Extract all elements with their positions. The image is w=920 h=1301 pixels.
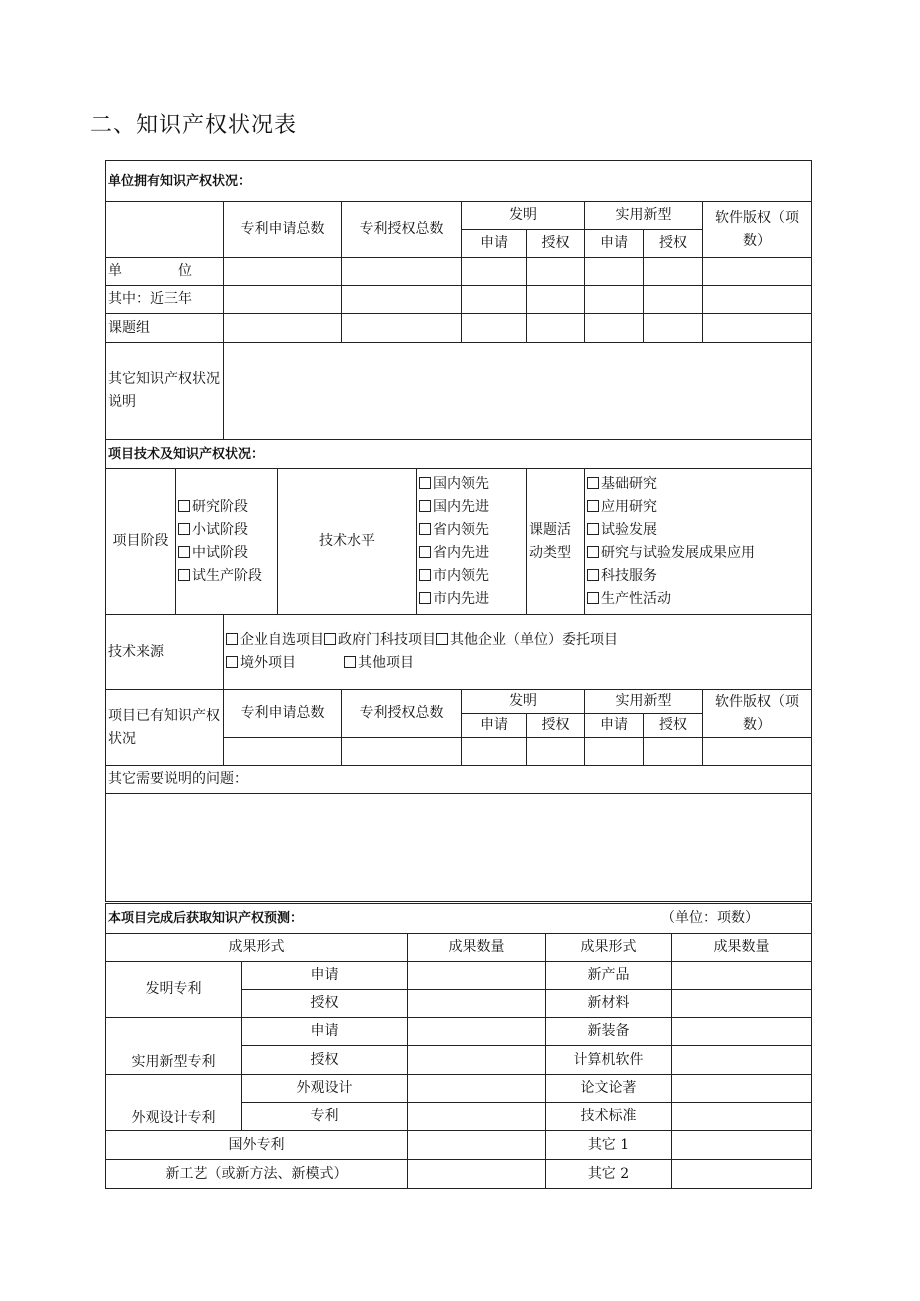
checkbox-icon[interactable]	[587, 546, 599, 558]
input-cell[interactable]	[703, 738, 812, 766]
source-option[interactable]: 政府门科技项目	[324, 632, 436, 648]
input-cell[interactable]	[703, 258, 812, 286]
count-input[interactable]	[672, 1046, 812, 1075]
activity-option[interactable]: 基础研究	[587, 473, 809, 496]
tech-level-option[interactable]: 市内领先	[419, 565, 524, 588]
existing-ip-label: 项目已有知识产权状况	[106, 690, 224, 766]
invention-patent-label: 发明专利	[106, 962, 242, 1018]
count-input[interactable]	[408, 1131, 546, 1160]
count-input[interactable]	[672, 1160, 812, 1189]
checkbox-icon[interactable]	[419, 500, 431, 512]
count-input[interactable]	[408, 1103, 546, 1131]
utility-patent-label: 实用新型专利	[106, 1018, 242, 1075]
checkbox-icon[interactable]	[587, 592, 599, 604]
header-software: 软件版权（项数）	[703, 690, 812, 738]
source-option[interactable]: 其他项目	[344, 655, 414, 671]
tech-level-option[interactable]: 国内领先	[419, 473, 524, 496]
result-form-label: 论文论著	[546, 1075, 672, 1103]
input-cell[interactable]	[342, 258, 462, 286]
source-option[interactable]: 其他企业（单位）委托项目	[436, 632, 618, 648]
design-patent-label: 外观设计专利	[106, 1075, 242, 1131]
header-patent-grant-total: 专利授权总数	[342, 690, 462, 738]
checkbox-icon[interactable]	[419, 546, 431, 558]
checkbox-icon[interactable]	[587, 477, 599, 489]
header-utility: 实用新型	[585, 690, 703, 714]
source-option[interactable]: 境外项目	[226, 652, 344, 675]
header-invention-apply: 申请	[462, 230, 527, 258]
header-result-form: 成果形式	[106, 934, 408, 962]
header-blank	[106, 202, 224, 258]
input-cell[interactable]	[342, 314, 462, 343]
input-cell[interactable]	[585, 258, 644, 286]
checkbox-icon[interactable]	[587, 523, 599, 535]
tech-level-label: 技术水平	[278, 469, 417, 615]
unit-ip-heading: 单位拥有知识产权状况：	[106, 161, 812, 202]
header-invention: 发明	[462, 202, 585, 230]
activity-option[interactable]: 研究与试验发展成果应用	[587, 542, 809, 565]
input-cell[interactable]	[224, 314, 342, 343]
other-issues-label: 其它需要说明的问题：	[106, 766, 812, 794]
forecast-table	[105, 903, 812, 1189]
count-input[interactable]	[672, 1103, 812, 1131]
grant-label: 授权	[242, 1046, 408, 1075]
foreign-patent-label: 国外专利	[106, 1131, 408, 1160]
tech-source-label: 技术来源	[106, 615, 224, 690]
checkbox-icon[interactable]	[587, 500, 599, 512]
new-process-label: 新工艺（或新方法、新模式）	[106, 1160, 408, 1189]
checkbox-icon[interactable]	[344, 656, 356, 668]
header-result-form: 成果形式	[546, 934, 672, 962]
ip-status-table	[105, 160, 812, 902]
input-cell[interactable]	[527, 738, 585, 766]
input-cell[interactable]	[703, 314, 812, 343]
checkbox-icon[interactable]	[226, 656, 238, 668]
activity-option[interactable]: 科技服务	[587, 565, 809, 588]
input-cell[interactable]	[462, 286, 527, 314]
count-input[interactable]	[672, 1018, 812, 1046]
input-cell[interactable]	[644, 286, 703, 314]
checkbox-icon[interactable]	[178, 569, 190, 581]
header-utility-grant: 授权	[644, 714, 703, 738]
header-patent-apply-total: 专利申请总数	[224, 690, 342, 738]
header-result-count: 成果数量	[672, 934, 812, 962]
other-ip-status-label: 其它知识产权状况说明	[106, 343, 224, 440]
result-form-label: 新产品	[546, 962, 672, 990]
checkbox-icon[interactable]	[324, 633, 336, 645]
other-ip-status-input[interactable]	[224, 343, 812, 440]
result-form-label: 计算机软件	[546, 1046, 672, 1075]
header-result-count: 成果数量	[408, 934, 546, 962]
forecast-heading: 本项目完成后获取知识产权预测：	[108, 911, 304, 926]
tech-level-option[interactable]: 市内先进	[419, 588, 524, 611]
header-invention-apply: 申请	[462, 714, 527, 738]
result-form-label: 其它 1	[546, 1131, 672, 1160]
input-cell[interactable]	[224, 738, 342, 766]
header-software: 软件版权（项数）	[703, 202, 812, 258]
tech-source-options	[224, 615, 812, 690]
stage-option[interactable]: 中试阶段	[178, 542, 275, 565]
checkbox-icon[interactable]	[419, 592, 431, 604]
grant-label: 授权	[242, 990, 408, 1018]
input-cell[interactable]	[527, 258, 585, 286]
count-input[interactable]	[408, 1018, 546, 1046]
row-label-recent-three-years: 其中：近三年	[106, 286, 224, 314]
input-cell[interactable]	[527, 286, 585, 314]
apply-label: 申请	[242, 1018, 408, 1046]
count-input[interactable]	[672, 990, 812, 1018]
stage-option[interactable]: 小试阶段	[178, 519, 275, 542]
project-ip-heading: 项目技术及知识产权状况：	[106, 440, 812, 469]
header-utility: 实用新型	[585, 202, 703, 230]
checkbox-icon[interactable]	[419, 569, 431, 581]
stage-option[interactable]: 研究阶段	[178, 496, 275, 519]
activity-type-options	[585, 469, 812, 615]
header-utility-apply: 申请	[585, 230, 644, 258]
forecast-heading-cell	[106, 904, 812, 934]
header-utility-grant: 授权	[644, 230, 703, 258]
tech-level-option[interactable]: 省内领先	[419, 519, 524, 542]
count-input[interactable]	[408, 1046, 546, 1075]
input-cell[interactable]	[342, 286, 462, 314]
checkbox-icon[interactable]	[226, 633, 238, 645]
input-cell[interactable]	[224, 286, 342, 314]
result-form-label: 新材料	[546, 990, 672, 1018]
input-cell[interactable]	[462, 258, 527, 286]
result-form-label: 技术标准	[546, 1103, 672, 1131]
activity-type-label: 课题活动类型	[527, 469, 585, 615]
count-input[interactable]	[672, 962, 812, 990]
project-stage-label: 项目阶段	[106, 469, 176, 615]
design-label: 外观设计	[242, 1075, 408, 1103]
row-label-research-group: 课题组	[106, 314, 224, 343]
checkbox-icon[interactable]	[419, 477, 431, 489]
input-cell[interactable]	[527, 314, 585, 343]
activity-option[interactable]: 试验发展	[587, 519, 809, 542]
checkbox-icon[interactable]	[419, 523, 431, 535]
checkbox-icon[interactable]	[436, 633, 448, 645]
result-form-label: 新装备	[546, 1018, 672, 1046]
checkbox-icon[interactable]	[178, 546, 190, 558]
page-title: 二、知识产权状况表	[90, 113, 298, 138]
row-label-unit: 单 位	[106, 258, 224, 286]
input-cell[interactable]	[703, 286, 812, 314]
header-invention: 发明	[462, 690, 585, 714]
patent-label: 专利	[242, 1103, 408, 1131]
header-patent-apply-total: 专利申请总数	[224, 202, 342, 258]
count-input[interactable]	[408, 962, 546, 990]
tech-level-option[interactable]: 国内先进	[419, 496, 524, 519]
checkbox-icon[interactable]	[178, 500, 190, 512]
input-cell[interactable]	[342, 738, 462, 766]
apply-label: 申请	[242, 962, 408, 990]
header-patent-grant-total: 专利授权总数	[342, 202, 462, 258]
count-input[interactable]	[408, 990, 546, 1018]
activity-option[interactable]: 应用研究	[587, 496, 809, 519]
count-input[interactable]	[408, 1075, 546, 1103]
count-input[interactable]	[672, 1131, 812, 1160]
tech-level-options	[417, 469, 527, 615]
input-cell[interactable]	[462, 314, 527, 343]
header-invention-grant: 授权	[527, 230, 585, 258]
input-cell[interactable]	[644, 738, 703, 766]
count-input[interactable]	[408, 1160, 546, 1189]
input-cell[interactable]	[585, 286, 644, 314]
activity-option[interactable]: 生产性活动	[587, 588, 809, 611]
header-invention-grant: 授权	[527, 714, 585, 738]
header-utility-apply: 申请	[585, 714, 644, 738]
input-cell[interactable]	[462, 738, 527, 766]
input-cell[interactable]	[644, 314, 703, 343]
source-option[interactable]: 企业自选项目	[226, 632, 324, 648]
result-form-label: 其它 2	[546, 1160, 672, 1189]
project-stage-options	[176, 469, 278, 615]
count-input[interactable]	[672, 1075, 812, 1103]
forecast-unit-note: （单位：项数）	[661, 910, 760, 926]
input-cell[interactable]	[644, 258, 703, 286]
input-cell[interactable]	[224, 258, 342, 286]
checkbox-icon[interactable]	[587, 569, 599, 581]
input-cell[interactable]	[585, 314, 644, 343]
tech-level-option[interactable]: 省内先进	[419, 542, 524, 565]
input-cell[interactable]	[585, 738, 644, 766]
other-issues-input[interactable]	[106, 794, 812, 902]
checkbox-icon[interactable]	[178, 523, 190, 535]
stage-option[interactable]: 试生产阶段	[178, 565, 275, 588]
